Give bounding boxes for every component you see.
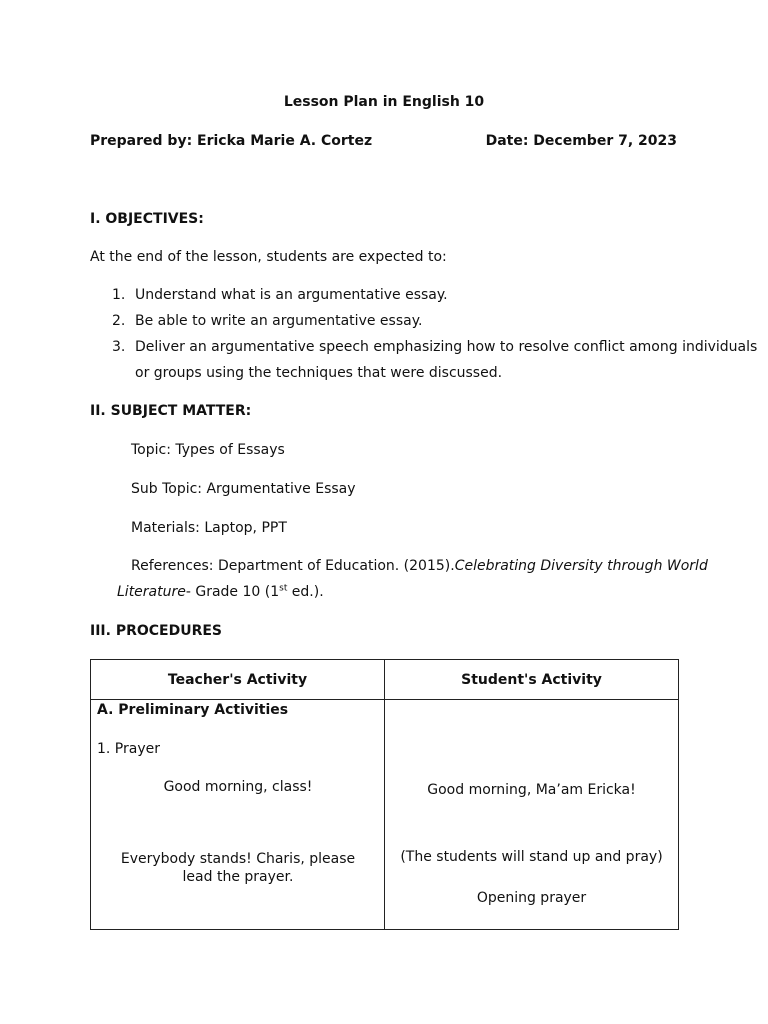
teacher-cell bbox=[91, 700, 385, 930]
section-a-heading: A. Preliminary Activities bbox=[97, 702, 289, 718]
topic: Topic: Types of Essays bbox=[131, 442, 285, 458]
table-row bbox=[91, 700, 679, 930]
objective-item: Be able to write an argumentative essay. bbox=[135, 313, 423, 329]
objective-number: 2. bbox=[112, 313, 126, 329]
objective-number: 1. bbox=[112, 287, 126, 303]
references-grade: - Grade 10 (1 bbox=[185, 584, 280, 600]
objective-number: 3. bbox=[112, 339, 126, 355]
student-greeting: Good morning, Ma’am Ericka! bbox=[427, 782, 636, 798]
procedures-table bbox=[90, 659, 679, 930]
objective-item: Deliver an argumentative speech emphasizing how to resolve conflict among individuals bbox=[135, 339, 758, 355]
references-text: References: Department of Education. (2015). bbox=[131, 558, 455, 574]
student-prayer: Opening prayer bbox=[476, 890, 587, 906]
references-book-title-end: Literature bbox=[117, 584, 186, 600]
materials: Materials: Laptop, PPT bbox=[131, 520, 287, 536]
teacher-greeting: Good morning, class! bbox=[163, 779, 313, 795]
prayer-label: 1. Prayer bbox=[97, 741, 160, 757]
teacher-instruction: Everybody stands! Charis, please lead the prayer. bbox=[120, 851, 356, 885]
objectives-intro: At the end of the lesson, students are expected to: bbox=[90, 249, 447, 265]
student-cell bbox=[385, 700, 679, 930]
prepared-by: Prepared by: Ericka Marie A. Cortez bbox=[90, 133, 373, 149]
references-line-continued bbox=[117, 583, 324, 601]
page-title: Lesson Plan in English 10 bbox=[283, 94, 485, 110]
procedures-heading: III. PROCEDURES bbox=[90, 623, 223, 639]
references-superscript: st bbox=[279, 583, 288, 594]
references-end: ed.). bbox=[287, 584, 324, 600]
column-header-teacher: Teacher's Activity bbox=[91, 660, 385, 700]
objective-item: Understand what is an argumentative essay. bbox=[135, 287, 448, 303]
student-action: (The students will stand up and pray) bbox=[400, 849, 663, 865]
subject-matter-heading: II. SUBJECT MATTER: bbox=[90, 403, 252, 419]
sub-topic: Sub Topic: Argumentative Essay bbox=[131, 481, 356, 497]
references-book-title: Celebrating Diversity through World bbox=[454, 558, 708, 574]
column-header-student: Student's Activity bbox=[385, 660, 679, 700]
objectives-heading: I. OBJECTIVES: bbox=[90, 211, 204, 227]
date: Date: December 7, 2023 bbox=[485, 133, 677, 149]
objective-item-continued: or groups using the techniques that were discussed. bbox=[135, 365, 503, 381]
references-line bbox=[131, 557, 708, 575]
table-header-row bbox=[91, 660, 679, 700]
